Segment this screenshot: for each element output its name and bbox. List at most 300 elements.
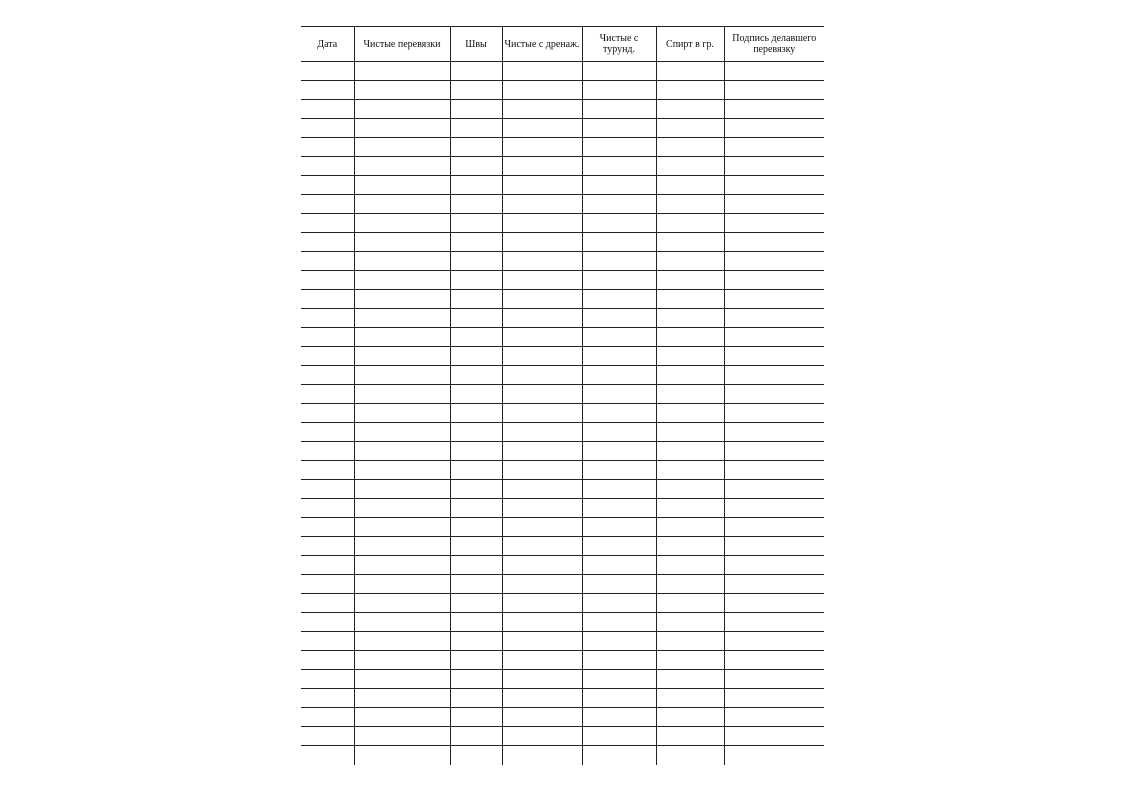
- table-cell: [724, 119, 824, 138]
- table-cell: [502, 157, 582, 176]
- table-row: [301, 119, 824, 138]
- table-cell: [582, 119, 656, 138]
- table-cell: [582, 62, 656, 81]
- table-cell: [502, 328, 582, 347]
- table-cell: [301, 252, 354, 271]
- table-cell: [354, 214, 450, 233]
- table-cell: [582, 708, 656, 727]
- table-cell: [450, 62, 502, 81]
- table-cell: [656, 594, 724, 613]
- table-cell: [502, 575, 582, 594]
- table-cell: [450, 385, 502, 404]
- table-cell: [502, 689, 582, 708]
- table-row: [301, 613, 824, 632]
- table-cell: [724, 746, 824, 766]
- table-cell: [502, 385, 582, 404]
- table-row: [301, 689, 824, 708]
- table-row: [301, 651, 824, 670]
- table-cell: [502, 708, 582, 727]
- table-cell: [450, 176, 502, 195]
- table-cell: [724, 328, 824, 347]
- table-cell: [354, 537, 450, 556]
- table-cell: [724, 442, 824, 461]
- table-cell: [724, 100, 824, 119]
- table-row: [301, 62, 824, 81]
- table-cell: [354, 347, 450, 366]
- table-cell: [354, 157, 450, 176]
- table-cell: [724, 290, 824, 309]
- table-cell: [656, 252, 724, 271]
- table-cell: [724, 195, 824, 214]
- table-cell: [301, 309, 354, 328]
- table-row: [301, 480, 824, 499]
- table-cell: [724, 689, 824, 708]
- table-cell: [450, 81, 502, 100]
- table-cell: [724, 138, 824, 157]
- table-row: [301, 176, 824, 195]
- table-row: [301, 347, 824, 366]
- table-cell: [582, 404, 656, 423]
- table-cell: [450, 309, 502, 328]
- table-cell: [450, 442, 502, 461]
- table-cell: [450, 347, 502, 366]
- table-cell: [582, 575, 656, 594]
- table-cell: [301, 670, 354, 689]
- table-cell: [502, 499, 582, 518]
- table-cell: [450, 575, 502, 594]
- table-cell: [582, 195, 656, 214]
- table-cell: [450, 100, 502, 119]
- table-row: [301, 423, 824, 442]
- table-cell: [656, 556, 724, 575]
- table-cell: [656, 575, 724, 594]
- table-row: [301, 499, 824, 518]
- table-cell: [582, 651, 656, 670]
- table-cell: [502, 195, 582, 214]
- table-cell: [582, 271, 656, 290]
- table-cell: [502, 252, 582, 271]
- table-cell: [301, 157, 354, 176]
- table-cell: [502, 746, 582, 766]
- table-cell: [656, 347, 724, 366]
- table-cell: [354, 62, 450, 81]
- table-cell: [354, 461, 450, 480]
- table-cell: [656, 461, 724, 480]
- table-cell: [502, 670, 582, 689]
- table-cell: [301, 328, 354, 347]
- table-cell: [724, 575, 824, 594]
- table-cell: [450, 290, 502, 309]
- table-cell: [656, 214, 724, 233]
- table-cell: [724, 651, 824, 670]
- table-cell: [301, 651, 354, 670]
- table-cell: [450, 746, 502, 766]
- table-cell: [502, 271, 582, 290]
- table-cell: [301, 575, 354, 594]
- table-cell: [582, 442, 656, 461]
- dressing-log-form: [301, 26, 824, 753]
- table-cell: [450, 366, 502, 385]
- table-row: [301, 461, 824, 480]
- table-cell: [582, 537, 656, 556]
- table-row: [301, 366, 824, 385]
- table-cell: [354, 404, 450, 423]
- table-cell: [656, 119, 724, 138]
- table-cell: [450, 594, 502, 613]
- table-cell: [582, 366, 656, 385]
- table-cell: [656, 480, 724, 499]
- table-cell: [582, 176, 656, 195]
- table-cell: [724, 366, 824, 385]
- table-cell: [354, 309, 450, 328]
- table-row: [301, 442, 824, 461]
- table-cell: [354, 651, 450, 670]
- table-cell: [656, 632, 724, 651]
- table-cell: [301, 100, 354, 119]
- table-row: [301, 195, 824, 214]
- table-cell: [502, 613, 582, 632]
- table-cell: [502, 461, 582, 480]
- table-cell: [502, 594, 582, 613]
- table-row: [301, 290, 824, 309]
- table-cell: [354, 746, 450, 766]
- table-cell: [354, 290, 450, 309]
- table-cell: [582, 594, 656, 613]
- table-cell: [656, 100, 724, 119]
- table-cell: [450, 518, 502, 537]
- table-row: [301, 670, 824, 689]
- table-cell: [502, 518, 582, 537]
- table-cell: [656, 518, 724, 537]
- table-cell: [724, 613, 824, 632]
- table-cell: [502, 214, 582, 233]
- table-cell: [582, 670, 656, 689]
- table-cell: [582, 613, 656, 632]
- table-cell: [656, 613, 724, 632]
- table-row: [301, 727, 824, 746]
- table-cell: [354, 119, 450, 138]
- table-cell: [502, 556, 582, 575]
- table-cell: [450, 138, 502, 157]
- table-cell: [450, 480, 502, 499]
- table-row: [301, 632, 824, 651]
- table-cell: [656, 62, 724, 81]
- table-cell: [724, 214, 824, 233]
- column-header-alcohol-grams: Спирт в гр.: [656, 27, 724, 62]
- table-cell: [301, 176, 354, 195]
- table-cell: [450, 537, 502, 556]
- table-cell: [301, 556, 354, 575]
- table-cell: [656, 746, 724, 766]
- table-cell: [354, 670, 450, 689]
- table-cell: [724, 518, 824, 537]
- table-row: [301, 708, 824, 727]
- table-cell: [582, 689, 656, 708]
- column-header-signature: Подпись делавшего перевязку: [724, 27, 824, 62]
- table-cell: [724, 252, 824, 271]
- table-cell: [450, 214, 502, 233]
- table-cell: [354, 632, 450, 651]
- table-cell: [656, 651, 724, 670]
- table-cell: [450, 119, 502, 138]
- table-row: [301, 157, 824, 176]
- table-cell: [301, 461, 354, 480]
- table-cell: [656, 689, 724, 708]
- table-cell: [582, 252, 656, 271]
- table-cell: [656, 309, 724, 328]
- table-cell: [656, 708, 724, 727]
- table-cell: [450, 195, 502, 214]
- table-cell: [502, 176, 582, 195]
- table-cell: [301, 746, 354, 766]
- table-cell: [502, 290, 582, 309]
- table-cell: [354, 689, 450, 708]
- table-cell: [582, 423, 656, 442]
- table-cell: [724, 594, 824, 613]
- table-cell: [354, 499, 450, 518]
- table-cell: [502, 651, 582, 670]
- table-cell: [301, 480, 354, 499]
- table-cell: [502, 119, 582, 138]
- table-row: [301, 100, 824, 119]
- table-row: [301, 309, 824, 328]
- table-cell: [582, 556, 656, 575]
- table-cell: [724, 81, 824, 100]
- table-cell: [656, 670, 724, 689]
- table-cell: [354, 138, 450, 157]
- table-cell: [582, 81, 656, 100]
- table-cell: [724, 480, 824, 499]
- table-cell: [656, 423, 724, 442]
- table-cell: [354, 480, 450, 499]
- table-cell: [724, 233, 824, 252]
- table-cell: [450, 233, 502, 252]
- column-header-date: Дата: [301, 27, 354, 62]
- table-cell: [502, 442, 582, 461]
- table-cell: [656, 404, 724, 423]
- table-cell: [582, 233, 656, 252]
- table-cell: [354, 518, 450, 537]
- table-row: [301, 518, 824, 537]
- table-cell: [502, 423, 582, 442]
- table-cell: [354, 423, 450, 442]
- table-cell: [301, 594, 354, 613]
- table-row: [301, 271, 824, 290]
- table-row: [301, 233, 824, 252]
- table-cell: [502, 62, 582, 81]
- table-cell: [724, 176, 824, 195]
- table-cell: [656, 233, 724, 252]
- table-cell: [354, 385, 450, 404]
- table-cell: [354, 271, 450, 290]
- table-cell: [301, 442, 354, 461]
- table-cell: [354, 195, 450, 214]
- table-cell: [502, 138, 582, 157]
- table-cell: [450, 670, 502, 689]
- table-cell: [450, 556, 502, 575]
- table-cell: [301, 233, 354, 252]
- table-cell: [301, 62, 354, 81]
- table-cell: [502, 632, 582, 651]
- table-cell: [724, 347, 824, 366]
- table-cell: [724, 708, 824, 727]
- table-cell: [502, 100, 582, 119]
- table-cell: [301, 727, 354, 746]
- table-cell: [724, 499, 824, 518]
- table-row: [301, 328, 824, 347]
- table-cell: [582, 385, 656, 404]
- table-cell: [301, 271, 354, 290]
- table-cell: [354, 556, 450, 575]
- table-row: [301, 214, 824, 233]
- table-cell: [301, 518, 354, 537]
- table-cell: [582, 727, 656, 746]
- table-cell: [301, 708, 354, 727]
- table-cell: [656, 385, 724, 404]
- table-cell: [450, 252, 502, 271]
- table-cell: [450, 727, 502, 746]
- table-cell: [582, 157, 656, 176]
- table-cell: [450, 708, 502, 727]
- table-cell: [582, 214, 656, 233]
- table-body: [301, 62, 824, 766]
- table-cell: [656, 727, 724, 746]
- table-cell: [450, 423, 502, 442]
- table-cell: [301, 138, 354, 157]
- table-cell: [656, 157, 724, 176]
- table-cell: [502, 347, 582, 366]
- table-cell: [354, 727, 450, 746]
- table-cell: [450, 651, 502, 670]
- table-cell: [582, 746, 656, 766]
- table-cell: [724, 157, 824, 176]
- table-row: [301, 594, 824, 613]
- table-cell: [656, 271, 724, 290]
- table-cell: [582, 100, 656, 119]
- table-cell: [502, 309, 582, 328]
- table-cell: [354, 366, 450, 385]
- table-cell: [450, 461, 502, 480]
- table-row: [301, 404, 824, 423]
- column-header-clean-with-tampon: Чистые с турунд.: [582, 27, 656, 62]
- table-cell: [724, 271, 824, 290]
- table-cell: [582, 480, 656, 499]
- table-cell: [301, 81, 354, 100]
- table-cell: [301, 689, 354, 708]
- table-cell: [656, 81, 724, 100]
- table-cell: [450, 271, 502, 290]
- table-cell: [656, 176, 724, 195]
- header-row: [301, 27, 824, 62]
- table-cell: [301, 290, 354, 309]
- table-cell: [502, 727, 582, 746]
- table-cell: [724, 727, 824, 746]
- table-cell: [656, 442, 724, 461]
- table-cell: [502, 233, 582, 252]
- table-cell: [656, 537, 724, 556]
- table-cell: [582, 138, 656, 157]
- column-header-sutures: Швы: [450, 27, 502, 62]
- table-cell: [656, 195, 724, 214]
- table-cell: [724, 62, 824, 81]
- table-cell: [582, 309, 656, 328]
- table-cell: [582, 632, 656, 651]
- table-cell: [656, 138, 724, 157]
- dressing-log-table: [301, 26, 824, 765]
- table-cell: [450, 328, 502, 347]
- table-cell: [450, 613, 502, 632]
- table-cell: [724, 404, 824, 423]
- table-cell: [354, 81, 450, 100]
- table-cell: [301, 423, 354, 442]
- table-cell: [301, 632, 354, 651]
- table-cell: [582, 328, 656, 347]
- table-cell: [450, 499, 502, 518]
- table-cell: [724, 309, 824, 328]
- table-row: [301, 252, 824, 271]
- table-cell: [724, 423, 824, 442]
- table-cell: [354, 233, 450, 252]
- table-row: [301, 575, 824, 594]
- table-cell: [656, 328, 724, 347]
- table-cell: [502, 81, 582, 100]
- table-cell: [301, 499, 354, 518]
- table-cell: [656, 290, 724, 309]
- table-cell: [724, 461, 824, 480]
- table-cell: [301, 385, 354, 404]
- table-cell: [582, 290, 656, 309]
- table-cell: [301, 613, 354, 632]
- table-cell: [582, 499, 656, 518]
- table-cell: [582, 347, 656, 366]
- table-cell: [656, 366, 724, 385]
- table-row: [301, 556, 824, 575]
- table-cell: [354, 100, 450, 119]
- table-cell: [502, 404, 582, 423]
- table-cell: [301, 119, 354, 138]
- table-cell: [301, 537, 354, 556]
- table-cell: [354, 613, 450, 632]
- table-cell: [582, 461, 656, 480]
- table-cell: [450, 632, 502, 651]
- table-cell: [724, 632, 824, 651]
- table-cell: [301, 347, 354, 366]
- table-cell: [450, 157, 502, 176]
- table-row: [301, 81, 824, 100]
- table-cell: [724, 670, 824, 689]
- table-cell: [354, 708, 450, 727]
- table-row: [301, 746, 824, 766]
- table-cell: [502, 537, 582, 556]
- table-cell: [354, 176, 450, 195]
- table-cell: [354, 328, 450, 347]
- table-cell: [724, 385, 824, 404]
- column-header-clean-dressings: Чистые перевязки: [354, 27, 450, 62]
- table-cell: [354, 252, 450, 271]
- table-cell: [656, 499, 724, 518]
- table-cell: [582, 518, 656, 537]
- table-cell: [301, 366, 354, 385]
- table-cell: [301, 214, 354, 233]
- table-cell: [724, 537, 824, 556]
- table-row: [301, 537, 824, 556]
- table-cell: [502, 366, 582, 385]
- column-header-clean-with-drainage: Чистые с дренаж.: [502, 27, 582, 62]
- table-cell: [450, 689, 502, 708]
- table-cell: [724, 556, 824, 575]
- table-cell: [450, 404, 502, 423]
- table-cell: [502, 480, 582, 499]
